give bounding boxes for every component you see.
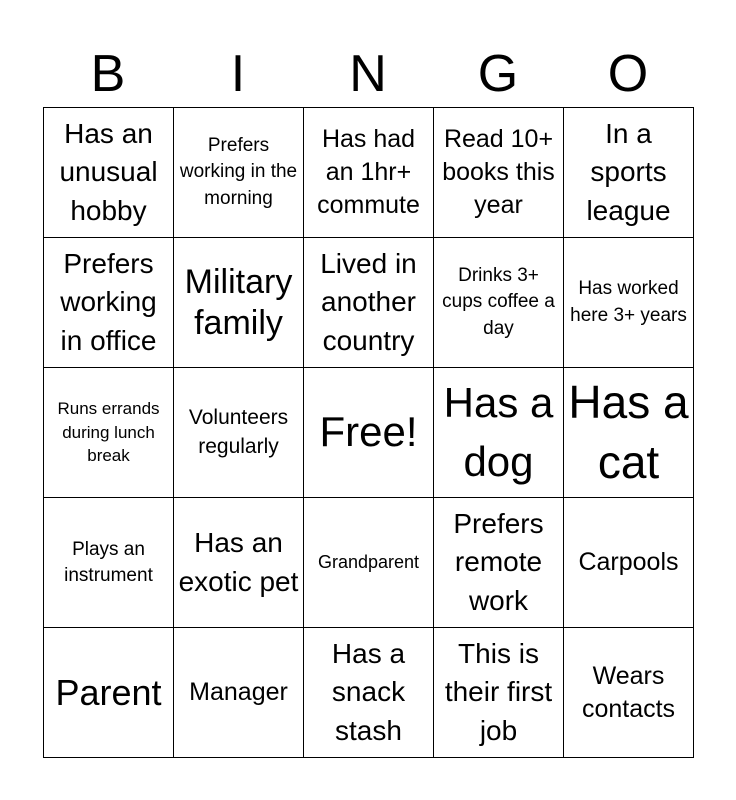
bingo-cell[interactable]: This is their first job [434, 628, 564, 758]
header-letter-n: N [349, 45, 387, 103]
free-space-cell[interactable]: Free! [304, 368, 434, 498]
bingo-cell[interactable]: In a sports league [564, 108, 694, 238]
header-letter-b: B [90, 45, 126, 103]
bingo-cell[interactable]: Carpools [564, 498, 694, 628]
header-letter-i: I [230, 45, 246, 103]
header-letter-o: O [607, 45, 649, 103]
bingo-cell[interactable]: Has an unusual hobby [44, 108, 174, 238]
bingo-cell[interactable]: Has a snack stash [304, 628, 434, 758]
bingo-cell[interactable]: Lived in another country [304, 238, 434, 368]
bingo-cell[interactable]: Parent [44, 628, 174, 758]
bingo-cell[interactable]: Has an exotic pet [174, 498, 304, 628]
bingo-cell[interactable]: Military family [174, 238, 304, 368]
bingo-cell[interactable]: Prefers remote work [434, 498, 564, 628]
bingo-cell[interactable]: Prefers working in office [44, 238, 174, 368]
bingo-cell[interactable]: Has a dog [434, 368, 564, 498]
bingo-cell[interactable]: Read 10+ books this year [434, 108, 564, 238]
bingo-cell[interactable]: Manager [174, 628, 304, 758]
bingo-cell[interactable]: Volunteers regularly [174, 368, 304, 498]
bingo-cell[interactable]: Runs errands during lunch break [44, 368, 174, 498]
bingo-cell[interactable]: Prefers working in the morning [174, 108, 304, 238]
bingo-card-grid [43, 107, 694, 758]
bingo-cell[interactable]: Has had an 1hr+ commute [304, 108, 434, 238]
bingo-cell[interactable]: Has worked here 3+ years [564, 238, 694, 368]
bingo-cell[interactable]: Drinks 3+ cups coffee a day [434, 238, 564, 368]
header-letter-g: G [477, 45, 519, 103]
bingo-cell[interactable]: Wears contacts [564, 628, 694, 758]
bingo-cell[interactable]: Grandparent [304, 498, 434, 628]
bingo-cell[interactable]: Has a cat [564, 368, 694, 498]
bingo-cell[interactable]: Plays an instrument [44, 498, 174, 628]
bingo-header [43, 40, 693, 108]
